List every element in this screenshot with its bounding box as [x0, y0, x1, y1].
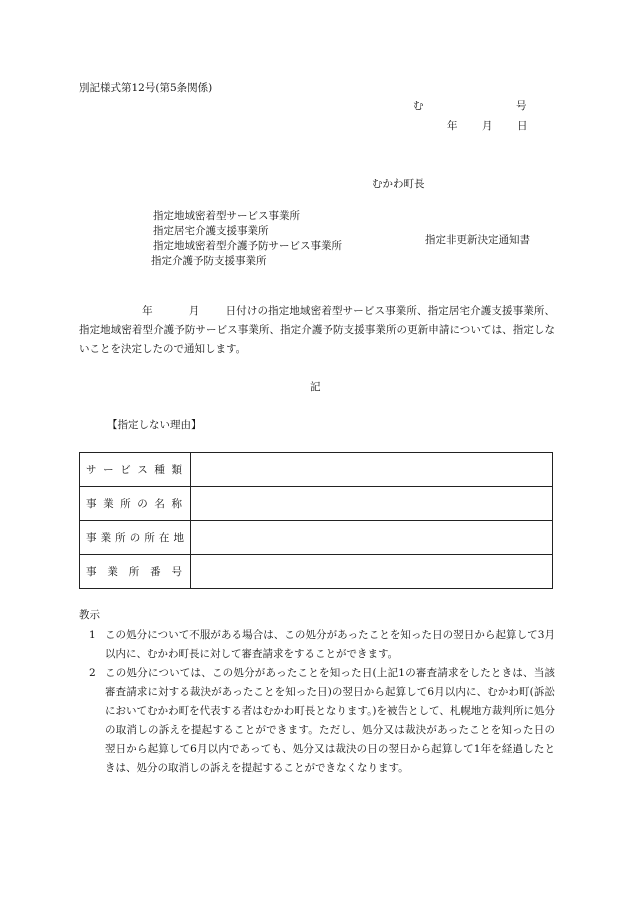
facility-type-item: 指定居宅介護支援事業所 [153, 225, 269, 237]
instruction-item [79, 626, 555, 664]
row-label-facility-number: 事業所番号 [80, 555, 191, 589]
facility-type-item: 指定介護予防支援事業所 [151, 255, 267, 267]
date-day-label: 日 [517, 120, 528, 132]
instruction-number: 2 [89, 667, 96, 679]
notice-title: 指定非更新決定通知書 [425, 234, 530, 246]
form-number: 別記様式第12号(第5条関係) [79, 82, 213, 94]
facility-type-item: 指定地域密着型介護予防サービス事業所 [153, 240, 342, 252]
table-row [80, 521, 553, 555]
document-number-suffix: 号 [516, 100, 527, 112]
facility-type-item: 指定地域密着型サービス事業所 [153, 210, 300, 222]
row-value-facility-name [191, 487, 553, 521]
row-value-facility-number [191, 555, 553, 589]
table-row [80, 555, 553, 589]
body-month-label: 月 [188, 305, 200, 317]
record-heading: 記 [310, 381, 321, 393]
row-value-facility-address [191, 521, 553, 555]
body-paragraph [79, 302, 555, 359]
facility-type-list [153, 209, 342, 269]
facility-info-table [79, 452, 553, 589]
document-number-label: む [413, 100, 424, 112]
issuer-mayor: むかわ町長 [372, 178, 425, 190]
instruction-text: この処分については、この処分があったことを知った日(上記1の審査請求をしたときは、当該審査請求に対する裁決があったことを知った日)の翌日から起算して6月以内に、むかわ町(訴訟においてむかわ町を代表する者はむかわ町長となります。)を被告として、札幌地方裁判所に処分の取消しの訴えを提起することができます。ただし、処分又は裁決があったことを知った日の翌日から起算して6月以内であっても、処分又は裁決の日の翌日から起算して1年を経過したときは、処分の取消しの訴えを提起することができなくなります。 [105, 667, 555, 774]
date-year-label: 年 [447, 120, 458, 132]
row-label-facility-address: 事業所の所在地 [80, 521, 191, 555]
table-row [80, 453, 553, 487]
row-label-service-type: サービス種類 [80, 453, 191, 487]
row-value-service-type [191, 453, 553, 487]
date-month-label: 月 [482, 120, 493, 132]
row-label-facility-name: 事業所の名称 [80, 487, 191, 521]
body-text: 日付けの指定地域密着型サービス事業所、指定居宅介護支援事業所、指定地域密着型介護予防サービス事業所、指定介護予防支援事業所の更新申請については、指定しないことを決定したので通知します。 [79, 305, 556, 355]
instruction-item [79, 664, 555, 778]
instruction-list [79, 626, 555, 778]
instruction-number: 1 [89, 629, 96, 641]
table-row [80, 487, 553, 521]
instruction-heading: 教示 [79, 609, 100, 621]
body-year-label: 年 [142, 305, 153, 317]
instruction-text: この処分について不服がある場合は、この処分があったことを知った日の翌日から起算して3月以内に、むかわ町長に対して審査請求をすることができます。 [105, 629, 555, 660]
reason-heading: 【指定しない理由】 [107, 419, 202, 431]
